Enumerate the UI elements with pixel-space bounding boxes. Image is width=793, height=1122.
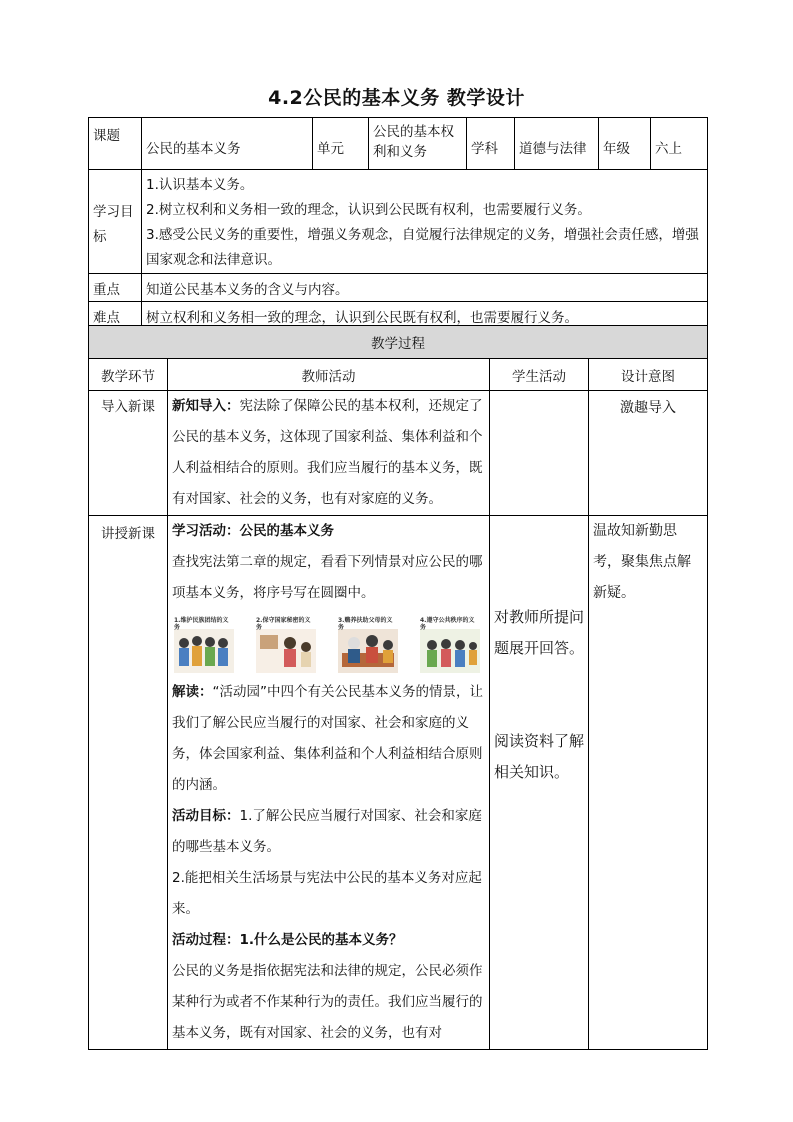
- teacher-lesson: [168, 516, 490, 1050]
- image-caption: 1.维护民族团结的义务: [174, 617, 229, 631]
- difficulty-label: 难点: [89, 302, 142, 330]
- design-lesson: [589, 516, 708, 1050]
- stage-intro: 导入新课: [89, 391, 168, 516]
- unit-value: 公民的基本权利和义务: [369, 118, 467, 170]
- stage-new-lesson: 讲授新课: [89, 516, 168, 1050]
- objectives-list: [142, 170, 708, 274]
- design-intro: 激趣导入: [589, 391, 708, 516]
- student-activity-2: 阅读资料了解相关知识。: [494, 732, 585, 781]
- topic-value: 公民的基本义务: [142, 118, 313, 170]
- col-teacher: 教师活动: [168, 359, 490, 391]
- grade-label: 年级: [599, 118, 651, 170]
- objectives-label: 学习目标: [89, 170, 142, 274]
- family-illustration: [336, 617, 400, 675]
- objective-item: 3.感受公民义务的重要性，增强义务观念，自觉履行法律规定的义务，增强社会责任感，增强国家观念和法律意识。: [146, 227, 699, 268]
- goal-label: 活动目标：: [172, 808, 240, 824]
- key-label: 重点: [89, 274, 142, 302]
- design-intent: 温故知新勤思考，聚集焦点解新疑。: [593, 523, 691, 601]
- people-group-illustration: [172, 617, 236, 675]
- subject-value: 道德与法律: [515, 118, 599, 170]
- student-lesson: [490, 516, 589, 1050]
- teacher-intro: [168, 391, 490, 516]
- process-header: 教学过程: [89, 326, 708, 359]
- activity-text: 查找宪法第二章的规定，看看下列情景对应公民的哪项基本义务，将序号写在圆圈中。: [172, 554, 483, 601]
- col-stage: 教学环节: [89, 359, 168, 391]
- process-label: 活动过程：1.什么是公民的基本义务？: [172, 932, 403, 948]
- objective-item: 2.树立权利和义务相一致的理念，认识到公民既有权利，也需要履行义务。: [146, 202, 591, 218]
- intro-bold-label: 新知导入：: [172, 398, 240, 414]
- student-intro: [490, 391, 589, 516]
- image-caption: 4.遵守公共秩序的义务: [420, 617, 475, 631]
- activity-title: 学习活动：公民的基本义务: [172, 523, 334, 539]
- grade-value: 六上: [651, 118, 708, 170]
- image-caption: 2.保守国家秘密的义务: [256, 617, 311, 631]
- page-title: 4.2公民的基本义务 教学设计: [268, 87, 525, 109]
- interpret-label: 解读：: [172, 684, 213, 700]
- goal-text-2: 2.能把相关生活场景与宪法中公民的基本义务对应起来。: [172, 870, 482, 917]
- objective-item: 1.认识基本义务。: [146, 177, 254, 193]
- image-caption: 3.赡养扶助父母的义务: [338, 617, 393, 631]
- intro-text: 宪法除了保障公民的基本权利，还规定了公民的基本义务，这体现了国家利益、集体利益和个人利益相结合的原则。我们应当履行的基本义务，既有对国家、社会的义务，也有对家庭的义务。: [172, 398, 483, 507]
- goal-text-1: 1.了解公民应当履行对国家、社会和家庭的哪些基本义务。: [172, 808, 482, 855]
- topic-label: 课题: [89, 118, 142, 170]
- situation-images: [172, 609, 486, 677]
- col-design: 设计意图: [589, 359, 708, 391]
- unit-label: 单元: [313, 118, 369, 170]
- classroom-illustration: [254, 617, 318, 675]
- subject-label: 学科: [467, 118, 515, 170]
- interpret-text: “活动园”中四个有关公民基本义务的情景，让我们了解公民应当履行的对国家、社会和家庭的义务，体会国家利益、集体利益和个人利益相结合原则的内涵。: [172, 684, 483, 793]
- teaching-process-table: [88, 325, 708, 1050]
- course-info-table: [88, 117, 708, 330]
- col-student: 学生活动: [490, 359, 589, 391]
- student-activity-1: 对教师所提问题展开回答。: [494, 608, 585, 657]
- key-value: 知道公民基本义务的含义与内容。: [142, 274, 708, 302]
- difficulty-value: 树立权利和义务相一致的理念，认识到公民既有权利，也需要履行义务。: [142, 302, 708, 330]
- process-text: 公民的义务是指依据宪法和法律的规定，公民必须作某种行为或者不作某种行为的责任。我们应当履行的基本义务，既有对国家、社会的义务，也有对: [172, 963, 483, 1041]
- queue-illustration: [418, 617, 482, 675]
